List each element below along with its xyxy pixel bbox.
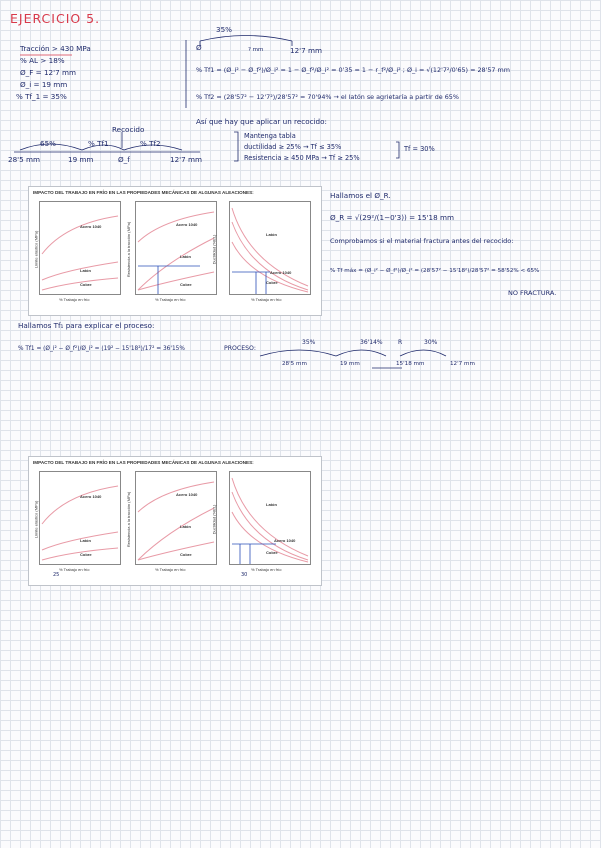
curve-label-steel: Acero 1040	[274, 538, 296, 543]
figure-1-panel-tensile	[135, 201, 217, 295]
figure-2-panel-tensile-xlabel: % Trabajo en frío	[155, 567, 186, 572]
curve-label-copper: Cobre	[80, 282, 92, 287]
figure-1-title: IMPACTO DEL TRABAJO EN FRÍO EN LAS PROPIEDADES MECÁNICAS DE ALGUNAS ALEACIONES:	[33, 190, 254, 195]
sketch-tf2: % Tf2	[140, 139, 161, 148]
figure-1-panel-yield	[39, 201, 121, 295]
process-diam-2: 19 mm	[340, 361, 360, 367]
curve-label-copper: Cobre	[180, 552, 192, 557]
right-note-4: % Tf máx = (Ø_i² − Ø_f²)/Ø_i² = (28'57² − 15'18²)/28'57² = 58'52% < 65%	[330, 268, 540, 274]
figure-2	[28, 456, 322, 586]
given-tf1: % Tf_1 = 35%	[16, 92, 67, 101]
curve-label-brass: Latón	[180, 254, 191, 259]
requirements-result: Tf = 30%	[404, 145, 435, 153]
sketch-tf1: % Tf1	[88, 139, 109, 148]
figure-2-panel-ductility	[229, 471, 311, 565]
right-note-3: Comprobamos si el material fractura antes del recocido:	[330, 237, 514, 245]
curve-label-copper: Cobre	[180, 282, 192, 287]
top-diagram-from: Ø	[196, 43, 202, 52]
curve-label-brass: Latón	[266, 502, 277, 507]
panel-yield-ylabel: Límite elástico (MPa)	[33, 230, 39, 269]
requirement-3: Resistencia ≥ 450 MPa → Tf ≥ 25%	[244, 154, 360, 162]
bottom-heading: Hallamos Tf₁ para explicar el proceso:	[18, 321, 155, 330]
figure-2-panel-yield-plot	[40, 472, 120, 564]
process-step-3: R	[398, 339, 403, 346]
equation-tf2: % Tf2 = (28'57² − 12'7²)/28'57² = 70'94% → el latón se agrietaría a partir de 65%	[196, 93, 459, 101]
requirement-1: Mantenga tabla	[244, 132, 296, 140]
top-diagram-to: 12'7 mm	[290, 46, 322, 55]
curve-label-brass: Latón	[80, 538, 91, 543]
curve-label-brass: Latón	[80, 268, 91, 273]
figure-2-marker-30: 30	[241, 572, 248, 578]
right-note-5: NO FRACTURA.	[508, 289, 557, 297]
panel-yield-xlabel: % Trabajo en frío	[59, 297, 90, 302]
top-diagram-mid: ? mm	[248, 47, 264, 53]
figure-2-title: IMPACTO DEL TRABAJO EN FRÍO EN LAS PROPIEDADES MECÁNICAS DE ALGUNAS ALEACIONES:	[33, 460, 254, 465]
process-diam-4: 12'7 mm	[450, 361, 475, 367]
curve-label-steel: Acero 1040	[176, 222, 198, 227]
curve-label-steel: Acero 1040	[80, 224, 102, 229]
curve-label-copper: Cobre	[266, 550, 278, 555]
given-al: % AL > 18%	[20, 56, 65, 65]
figure-2-panel-tensile-plot	[136, 472, 216, 564]
bottom-equation: % Tf1 = (Ø_i² − Ø_f²)/Ø_i² = (19² − 15'18²)/17² = 36'15%	[18, 346, 185, 352]
sketch-d1: 28'5 mm	[8, 155, 40, 164]
figure-2-panel-ductility-ylabel: Ductilidad (%EL)	[211, 504, 217, 535]
process-diam-1: 28'5 mm	[282, 361, 307, 367]
figure-2-marker-25: 25	[53, 572, 60, 578]
figure-2-panel-tensile	[135, 471, 217, 565]
sketch-pct-left: 65%	[40, 139, 56, 148]
panel-ductility-ylabel: Ductilidad (%EL)	[211, 234, 217, 265]
panel-tensile-xlabel: % Trabajo en frío	[155, 297, 186, 302]
given-dia-final: Ø_F = 12'7 mm	[20, 68, 76, 77]
curve-label-copper: Cobre	[266, 280, 278, 285]
curve-label-brass: Latón	[180, 524, 191, 529]
page-title: EJERCICIO 5.	[10, 11, 101, 26]
sketch-recocido: Recocido	[112, 125, 145, 134]
sketch-d3: Ø_f	[118, 155, 130, 164]
right-note-2: Ø_R = √(29²/(1−0'3)) = 15'18 mm	[330, 213, 454, 222]
sketch-d4: 12'7 mm	[170, 155, 202, 164]
equation-tf1: % Tf1 = (Ø_i² − Ø_f²)/Ø_i² = 1 − Ø_f²/Ø_i² = 0'35 = 1 − r_f²/Ø_i² ; Ø_i = √(12'7²/0'65) = 28'57 mm	[196, 66, 510, 74]
figure-1-panel-ductility	[229, 201, 311, 295]
curve-label-copper: Cobre	[80, 552, 92, 557]
panel-tensile-plot	[136, 202, 216, 294]
curve-label-steel: Acero 1040	[80, 494, 102, 499]
figure-2-panel-yield-xlabel: % Trabajo en frío	[59, 567, 90, 572]
sketch-d2: 19 mm	[68, 155, 94, 164]
figure-2-panel-tensile-ylabel: Resistencia a la tracción (MPa)	[126, 491, 132, 548]
process-step-2: 36'14%	[360, 339, 383, 346]
figure-1	[28, 186, 322, 316]
figure-2-panel-yield-ylabel: Límite elástico (MPa)	[33, 500, 39, 539]
process-diam-3: 15'18 mm	[396, 361, 425, 367]
figure-2-panel-ductility-xlabel: % Trabajo en frío	[251, 567, 282, 572]
requirement-2: ductilidad ≥ 25% → Tf ≤ 35%	[244, 143, 342, 151]
process-step-4: 30%	[424, 339, 438, 346]
conclusion-line: Así que hay que aplicar un recocido:	[196, 117, 327, 126]
panel-ductility-xlabel: % Trabajo en frío	[251, 297, 282, 302]
panel-yield-plot	[40, 202, 120, 294]
curve-label-brass: Latón	[266, 232, 277, 237]
right-note-1: Hallamos el Ø_R.	[330, 191, 391, 200]
process-step-1: 35%	[302, 339, 316, 346]
curve-label-steel: Acero 1040	[176, 492, 198, 497]
given-dia-initial: Ø_i = 19 mm	[20, 80, 68, 89]
top-diagram-percent: 35%	[216, 25, 232, 34]
panel-tensile-ylabel: Resistencia a la tracción (MPa)	[126, 221, 132, 278]
figure-2-panel-yield	[39, 471, 121, 565]
process-label: PROCESO:	[224, 345, 256, 352]
curve-label-steel: Acero 1040	[270, 270, 292, 275]
given-traccion: Tracción > 430 MPa	[20, 44, 91, 53]
